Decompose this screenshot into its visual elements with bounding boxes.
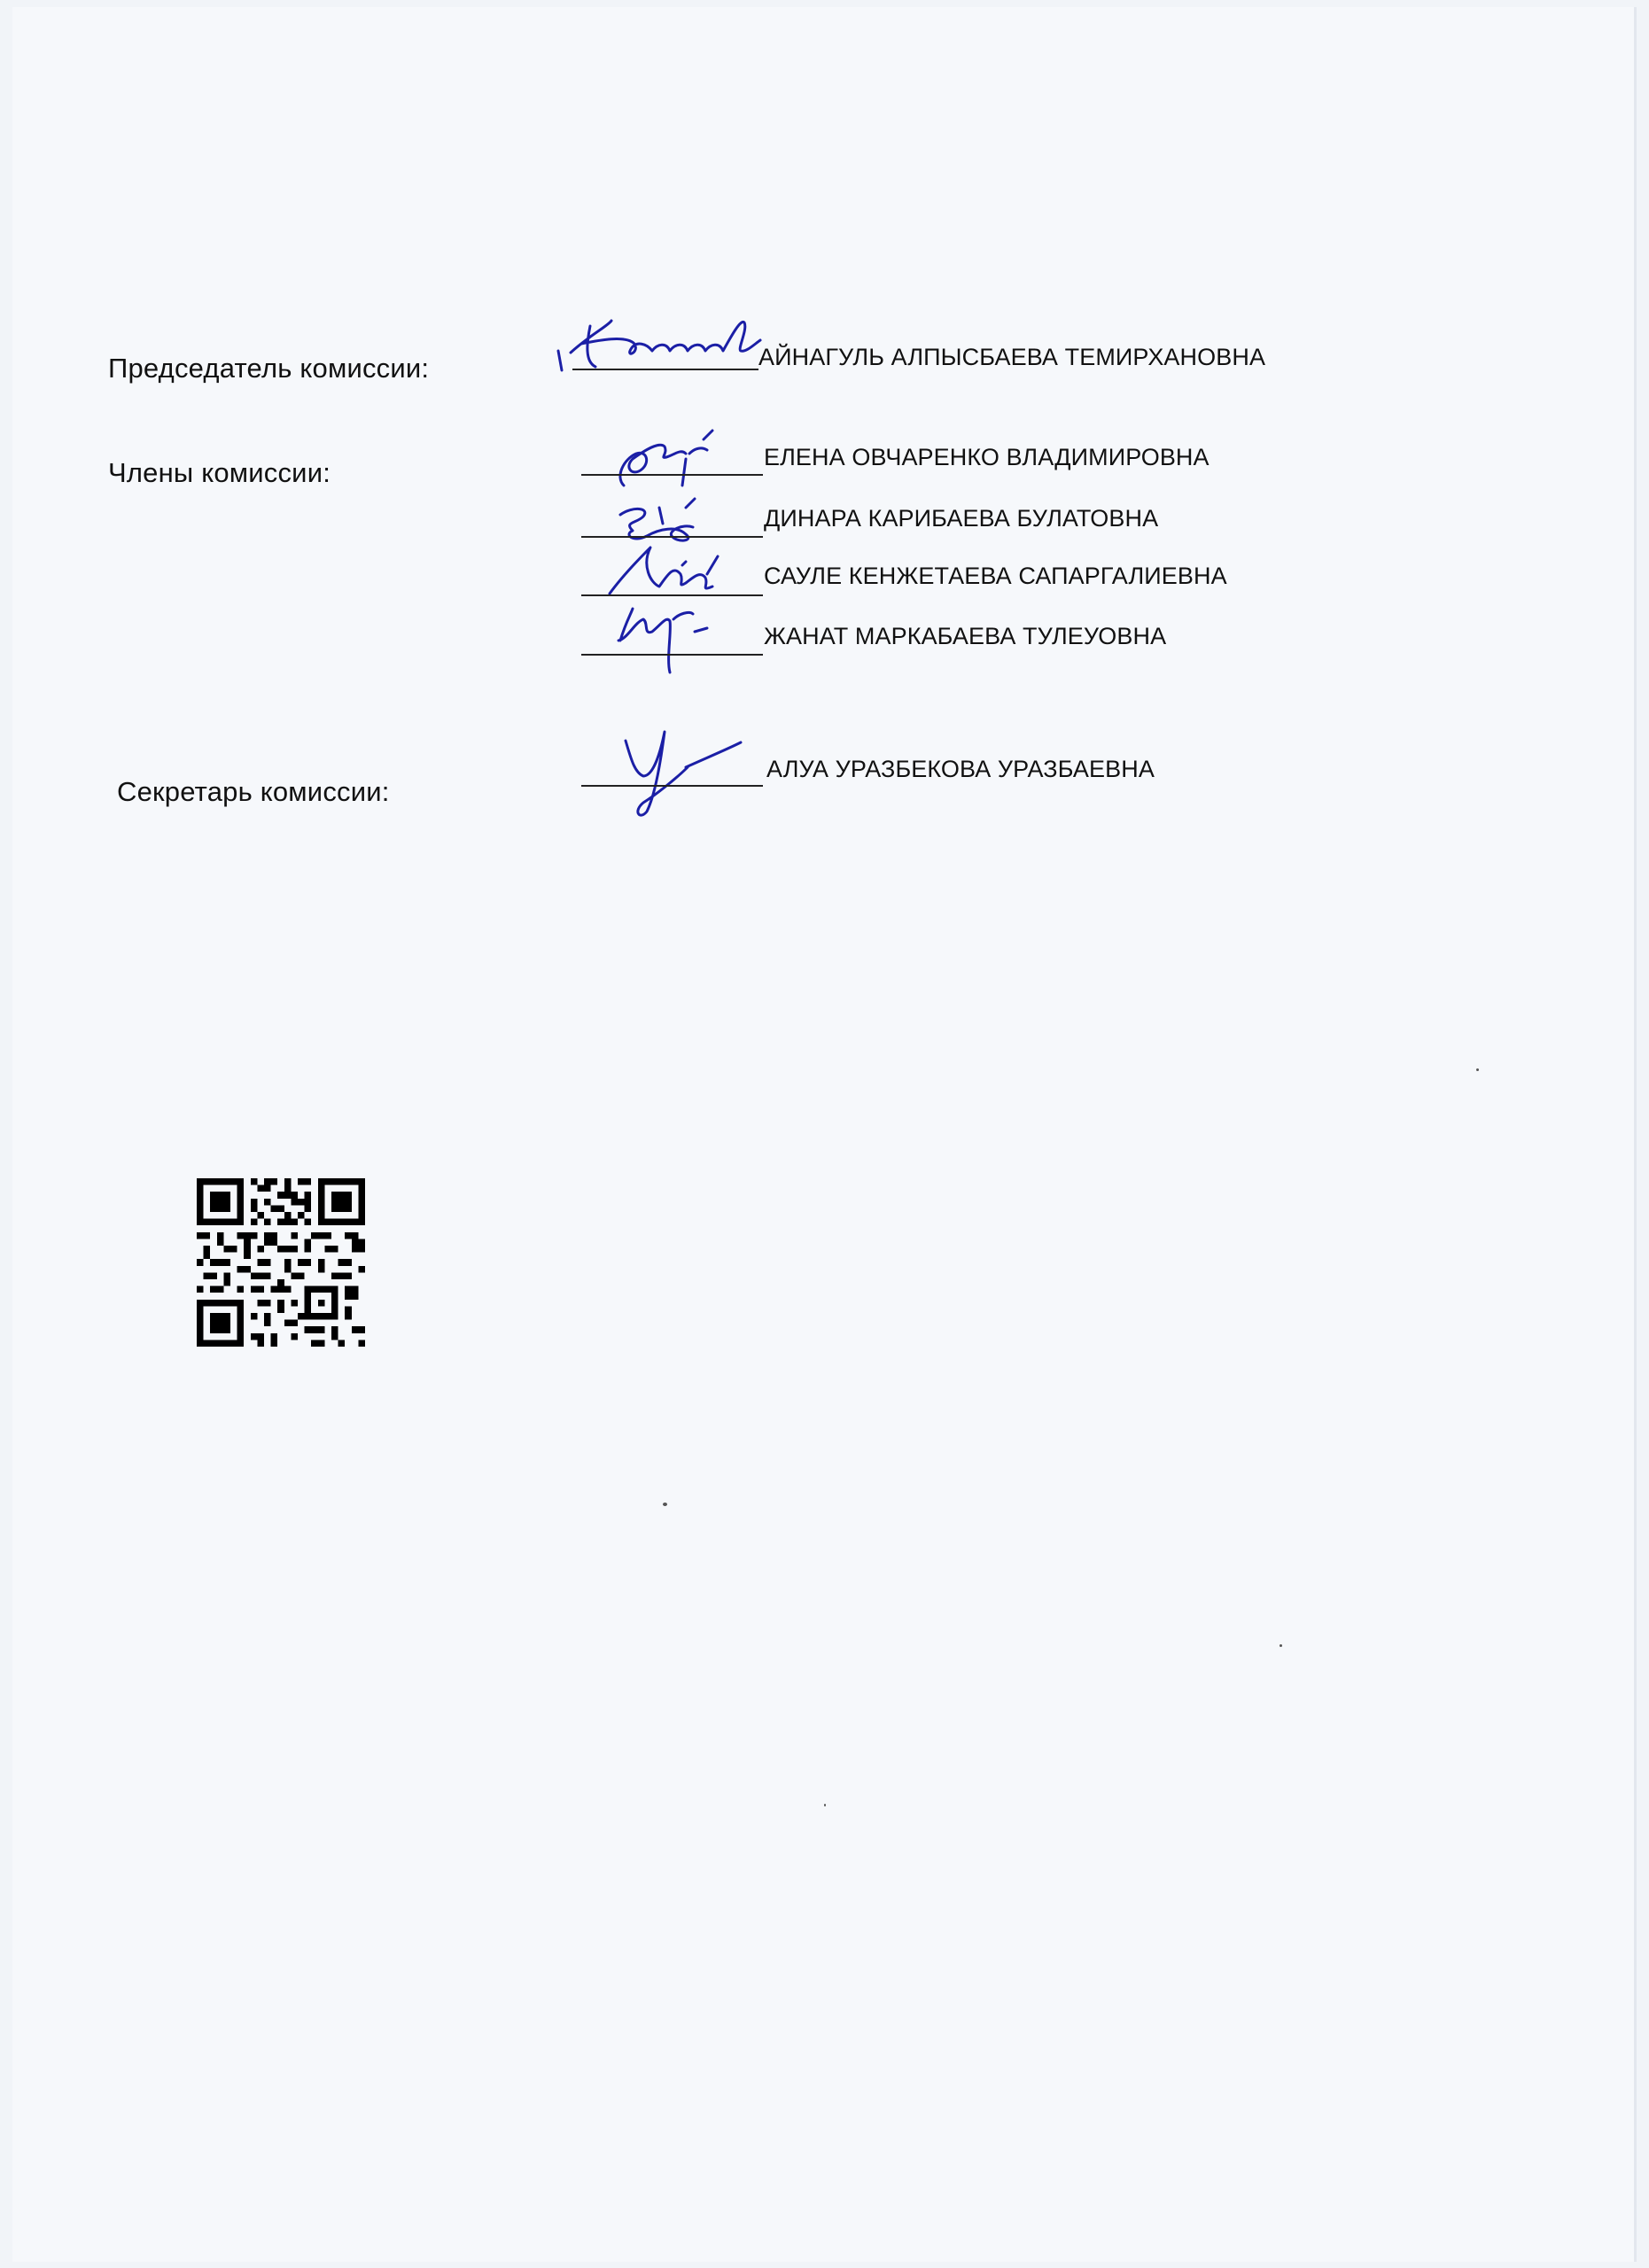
secretary-signature: [608, 723, 758, 829]
secretary-signature-line: [581, 785, 763, 787]
member-1-name: ЕЛЕНА ОВЧАРЕНКО ВЛАДИМИРОВНА: [764, 444, 1210, 470]
chairman-label: Председатель комиссии:: [108, 353, 430, 384]
chairman-name: АЙНАГУЛЬ АЛПЫСБАЕВА ТЕМИРХАНОВНА: [758, 344, 1266, 370]
scan-speck: [824, 1804, 826, 1806]
member-2-signature-line: [581, 536, 763, 538]
member-4-name: ЖАНАТ МАРКАБАЕВА ТУЛЕУОВНА: [764, 623, 1167, 649]
member-4-signature-line: [581, 654, 763, 656]
member-3-signature: [597, 539, 748, 601]
secretary-label: Секретарь комиссии:: [117, 776, 390, 807]
members-label: Члены комиссии:: [108, 457, 331, 488]
member-4-signature: [608, 596, 741, 676]
scan-speck: [1280, 1644, 1282, 1647]
scan-speck: [663, 1503, 667, 1506]
member-1-signature: [597, 423, 739, 494]
scan-speck: [1476, 1068, 1479, 1071]
member-2-name: ДИНАРА КАРИБАЕВА БУЛАТОВНА: [764, 505, 1159, 532]
qr-code: [197, 1178, 365, 1347]
member-1-signature-line: [581, 474, 763, 476]
chairman-signature-line: [572, 369, 758, 370]
secretary-name: АЛУА УРАЗБЕКОВА УРАЗБАЕВНА: [766, 756, 1155, 782]
document-page: [12, 7, 1637, 2262]
member-3-name: САУЛЕ КЕНЖЕТАЕВА САПАРГАЛИЕВНА: [764, 563, 1227, 589]
